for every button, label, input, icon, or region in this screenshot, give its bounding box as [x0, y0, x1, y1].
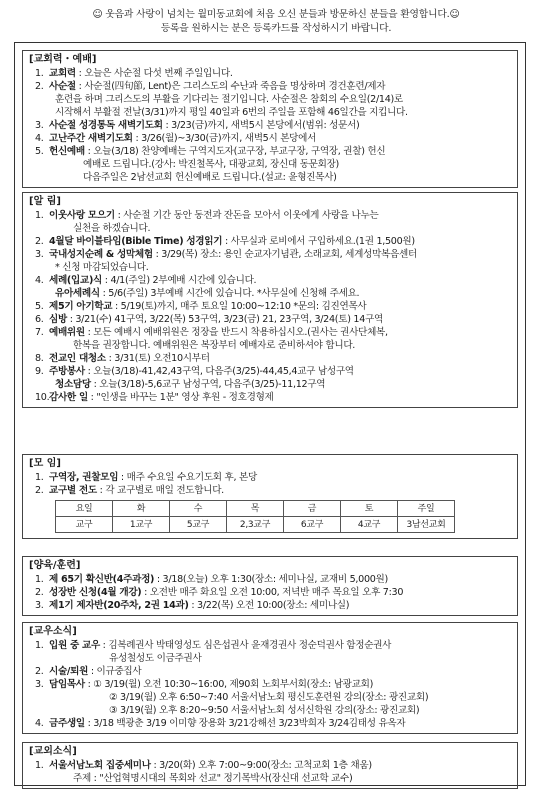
table-cell: 교구: [56, 517, 113, 533]
table-cell: 수: [170, 501, 227, 517]
item-text: [49, 759, 511, 772]
item-continuation: 예배로 드립니다.(강사: 박진철목사, 대광교회, 장신대 동문회장): [83, 159, 340, 170]
table-cell: 1교구: [113, 517, 170, 533]
item-number: 3.: [35, 249, 44, 260]
item-label: 4월달 바이블타임(Bible Time) 성경읽기: [49, 236, 223, 247]
item-text: [49, 678, 511, 691]
item-label: 서울서남노회 집중세미나: [49, 760, 151, 771]
item-label: 감사한 일: [49, 392, 88, 403]
item-detail: : 김복례권사 박태영성도 심은섭권사 윤재경권사 정순덕권사 함정순권사: [102, 640, 392, 651]
welcome-header: [26, 8, 526, 36]
section-worship: [22, 50, 518, 188]
item-label: 입원 중 교우: [49, 640, 100, 651]
item-label: 사순절: [49, 81, 76, 92]
item-continuation: * 신청 마감되었습니다.: [55, 262, 149, 273]
list-item: [29, 352, 511, 365]
item-text: [49, 639, 511, 652]
item-label: 구역장, 권찰모임: [49, 472, 119, 483]
list-item: [29, 313, 511, 326]
section-title: [알 림]: [29, 196, 61, 207]
item-detail: : 3/20(화) 오후 7:00~9:00(장소: 고척교회 1층 채움): [153, 760, 372, 771]
item-continuation: 시작해서 부활절 전날(3/31)까지 평일 40일과 6번의 주일을 포함해 46일간을 지킵니다.: [55, 107, 408, 118]
worship-list: [29, 67, 511, 184]
item-detail: : 매주 수요일 수요기도회 후, 본당: [120, 472, 257, 483]
list-item: [29, 471, 511, 484]
item-detail: : 이규중집사: [90, 666, 142, 677]
item-text: [49, 119, 511, 132]
item-number: 2.: [35, 666, 44, 677]
list-item: [29, 222, 511, 235]
item-continuation: 다음주일은 2남선교회 헌신예배로 드립니다.(설교: 윤형진목사): [83, 172, 337, 183]
item-label: 청소담당: [55, 379, 91, 390]
table-cell: 목: [227, 501, 284, 517]
section-title: [교우소식]: [29, 626, 77, 637]
registration-line: 등록을 원하시는 분은 등록카드를 작성하시기 바랍니다.: [160, 23, 392, 34]
list-item: [29, 119, 511, 132]
table-row: [56, 501, 455, 517]
list-item: [29, 586, 511, 599]
item-text: [49, 209, 511, 222]
list-item: [29, 573, 511, 586]
item-number: 2.: [35, 236, 44, 247]
item-label: 금주생일: [49, 718, 85, 729]
item-number: 1.: [35, 68, 44, 79]
table-row: [56, 517, 455, 533]
list-item: [29, 209, 511, 222]
item-text: [49, 235, 511, 248]
item-continuation: 한복을 권장합니다. 예배위원은 복장부터 예배자로 준비하셔야 합니다.: [73, 340, 356, 351]
list-item: [29, 772, 511, 785]
item-number: 8.: [35, 353, 44, 364]
item-text: [49, 326, 511, 339]
list-item: [29, 717, 511, 730]
item-detail: : 4/1(주일) 2부예배 시간에 있습니다.: [104, 275, 257, 286]
item-detail: : 3/18 백광춘 3/19 이미향 장용화 3/21강해선 3/23박희자 3/24김태성 유옥자: [87, 718, 406, 729]
list-item: [29, 391, 511, 404]
item-number: 2.: [35, 485, 44, 496]
welcome-line: ☺ 웃음과 사랑이 넘치는 월미동교회에 처음 오신 분들과 방문하신 분들을 환영합니다.☺: [92, 9, 460, 20]
table-cell: 요일: [56, 501, 113, 517]
item-detail: : 사순절(四旬節, Lent)은 그리스도의 수난과 죽음을 명상하며 경건훈련/제자: [78, 81, 386, 92]
list-item: [29, 704, 511, 717]
item-detail: : 사무실과 로비에서 구입하세요.(1권 1,500원): [224, 236, 415, 247]
item-number: 7.: [35, 327, 44, 338]
item-label: 성장반 신청(4월 개강): [49, 587, 142, 598]
item-label: 사순절 성경통독 새벽기도회: [49, 120, 163, 131]
item-number: 1.: [35, 210, 44, 221]
list-item: [29, 326, 511, 339]
list-item: [29, 678, 511, 691]
list-item: [29, 639, 511, 652]
list-item: [29, 132, 511, 145]
list-item: [29, 378, 511, 391]
item-number: 1.: [35, 760, 44, 771]
section-member-news: [22, 622, 518, 734]
list-item: [29, 652, 511, 665]
meetings-list: [29, 471, 511, 497]
item-continuation: 실천을 하겠습니다.: [73, 223, 151, 234]
item-detail: : 3/31(토) 오전10시부터: [108, 353, 210, 364]
item-label: 제5기 아기학교: [49, 301, 113, 312]
item-label: 교구별 전도: [49, 485, 97, 496]
list-item: [29, 158, 511, 171]
item-text: [49, 665, 511, 678]
item-text: [49, 67, 511, 80]
item-continuation: ② 3/19(월) 오후 6:50~7:40 서울서남노회 평신도훈련원 강의(장소: 광진교회): [109, 692, 429, 703]
item-text: [49, 352, 511, 365]
item-label: 주방봉사: [49, 366, 85, 377]
table-cell: 화: [113, 501, 170, 517]
list-item: [29, 300, 511, 313]
item-number: 4.: [35, 133, 44, 144]
item-number: 5.: [35, 146, 44, 157]
item-detail: : 각 교구별로 매일 전도합니다.: [99, 485, 224, 496]
item-number: 4.: [35, 718, 44, 729]
list-item: [29, 248, 511, 261]
section-title: [교외소식]: [29, 746, 77, 757]
list-item: [29, 287, 511, 300]
item-continuation: ③ 3/19(월) 오후 8:20~9:50 서울서남노회 성서신학원 강의(장소: 광진교회): [109, 705, 420, 716]
item-label: 심방: [49, 314, 67, 325]
item-detail: : 오늘(3/18) 찬양예배는 구역지도자(교구장, 부교구장, 구역장, 권찰) 헌신: [87, 146, 386, 157]
table-cell: 4교구: [341, 517, 398, 533]
item-label: 유아세례식: [55, 288, 100, 299]
item-detail: : 3/29(목) 장소: 용인 순교자기념관, 소래교회, 세계성막복음센터: [155, 249, 417, 260]
item-number: 3.: [35, 600, 44, 611]
item-text: [49, 313, 511, 326]
item-label: 헌신예배: [49, 146, 85, 157]
item-detail: : 3/22(목) 오전 10:00(장소: 세미나실): [191, 600, 350, 611]
item-text: [49, 300, 511, 313]
section-meetings: [22, 454, 518, 539]
list-item: [29, 274, 511, 287]
list-item: [29, 759, 511, 772]
item-label: 제1기 제자반(20주차, 2권 14과): [49, 600, 189, 611]
table-cell: 2,3교구: [227, 517, 284, 533]
item-text: [49, 365, 511, 378]
section-training: [22, 556, 518, 616]
list-item: [29, 171, 511, 184]
item-detail: : 사순절 기간 동안 동전과 잔돈을 모아서 이웃에게 사랑을 나누는: [117, 210, 379, 221]
section-title: [교회력・예배]: [29, 54, 97, 65]
external-news-list: [29, 759, 511, 785]
table-cell: 주일: [398, 501, 455, 517]
item-detail: : 5/19(토)까지, 매주 토요일 10:00~12:10 *문의: 김진연목사: [114, 301, 367, 312]
list-item: [29, 235, 511, 248]
list-item: [29, 365, 511, 378]
item-text: [49, 80, 511, 93]
item-number: 10.: [35, 392, 50, 403]
item-text: [49, 599, 511, 612]
news-list: [29, 209, 511, 404]
table-cell: 6교구: [284, 517, 341, 533]
item-detail: : 3/18(오늘) 오후 1:30(장소: 세미나실, 교재비 5,000원): [156, 574, 388, 585]
item-text: [49, 145, 511, 158]
item-detail: : "인생을 바꾸는 1분" 영상 후원 - 정호경형제: [90, 392, 274, 403]
item-detail: : 모든 예배시 예배위원은 정장을 반드시 착용하십시오.(권사는 권사단체복,: [87, 327, 388, 338]
item-text: [49, 471, 511, 484]
item-label: 시술/퇴원: [49, 666, 89, 677]
item-detail: : 오전반 매주 화요일 오전 10:00, 저녁반 매주 목요일 오후 7:30: [144, 587, 404, 598]
item-number: 1.: [35, 640, 44, 651]
item-text: [49, 586, 511, 599]
table-cell: 금: [284, 501, 341, 517]
item-continuation: 유아세례식 : 5/6(주일) 3부예배 시간에 있습니다. *사무실에 신청해 주세요.: [55, 288, 360, 299]
item-label: 고난주간 새벽기도회: [49, 133, 133, 144]
item-number: 1.: [35, 472, 44, 483]
list-item: [29, 67, 511, 80]
item-continuation: 청소담당 : 오늘(3/18)-5,6교구 남성구역, 다음주(3/25)-11,12구역: [55, 379, 326, 390]
list-item: [29, 93, 511, 106]
section-external-news: [22, 742, 518, 789]
item-number: 3.: [35, 120, 44, 131]
item-label: 담임목사: [49, 679, 85, 690]
item-detail: : 3/23(금)까지, 새벽5시 본당에서(범위: 성문서): [165, 120, 360, 131]
list-item: [29, 484, 511, 497]
item-label: 국내성지순례 & 성막체험: [49, 249, 153, 260]
section-news: [22, 192, 518, 408]
training-list: [29, 573, 511, 612]
item-label: 제 65기 확신반(4주과정): [49, 574, 155, 585]
item-label: 예배위원: [49, 327, 85, 338]
list-item: [29, 261, 511, 274]
item-detail: : 오늘은 사순절 다섯 번째 주일입니다.: [78, 68, 233, 79]
item-number: 1.: [35, 574, 44, 585]
member-news-list: [29, 639, 511, 730]
item-number: 4.: [35, 275, 44, 286]
item-detail: : 3/21(수) 41구역, 3/22(목) 53구역, 3/23(금) 21, 23구역, 3/24(토) 14구역: [69, 314, 383, 325]
list-item: [29, 106, 511, 119]
list-item: [29, 665, 511, 678]
list-item: [29, 145, 511, 158]
item-detail: : 3/26(월)~3/30(금)까지, 새벽5시 본당에서: [135, 133, 317, 144]
item-label: 교회력: [49, 68, 76, 79]
item-continuation: 주제 : "산업혁명시대의 목회와 선교" 정기목박사(장신대 선교학 교수): [73, 773, 353, 784]
list-item: [29, 80, 511, 93]
item-text: [49, 573, 511, 586]
table-cell: 3남선교회: [398, 517, 455, 533]
item-number: 5.: [35, 301, 44, 312]
item-text: [49, 132, 511, 145]
item-text: [49, 717, 511, 730]
list-item: [29, 599, 511, 612]
item-number: 3.: [35, 679, 44, 690]
item-text: [49, 484, 511, 497]
list-item: [29, 691, 511, 704]
item-label: 세례(입교)식: [49, 275, 103, 286]
item-text: [49, 248, 511, 261]
item-continuation: 훈련을 하며 그리스도의 부활을 기다리는 절기입니다. 사순절은 참회의 수요일(2/14)로: [55, 94, 403, 105]
item-number: 9.: [35, 366, 44, 377]
item-number: 2.: [35, 81, 44, 92]
list-item: [29, 339, 511, 352]
item-text: [49, 391, 511, 404]
item-number: 2.: [35, 587, 44, 598]
section-title: [모 임]: [29, 458, 61, 469]
item-detail: : ① 3/19(월) 오전 10:30~16:00, 제90회 노회부서회(장소: 남광교회): [87, 679, 374, 690]
table-cell: 토: [341, 501, 398, 517]
item-label: 이웃사랑 모으기: [49, 210, 115, 221]
section-title: [양육/훈련]: [29, 560, 81, 571]
item-detail: : 오늘(3/18)-41,42,43구역, 다음주(3/25)-44,45,4교구 남성구역: [87, 366, 354, 377]
item-continuation: 유성철성도 이금주권사: [109, 653, 202, 664]
table-cell: 5교구: [170, 517, 227, 533]
item-number: 6.: [35, 314, 44, 325]
item-text: [49, 274, 511, 287]
evangelism-schedule-table: [55, 500, 455, 533]
item-label: 전교인 대청소: [49, 353, 106, 364]
